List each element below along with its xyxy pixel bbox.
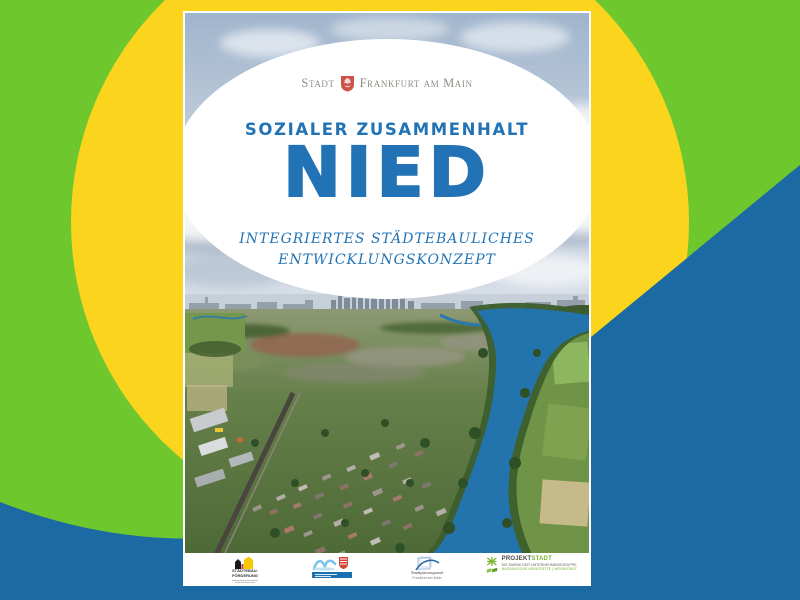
report-cover bbox=[185, 13, 589, 584]
staedtebau-fineprint-line bbox=[235, 582, 255, 583]
projekt-stadt-logo bbox=[485, 556, 577, 576]
hessen-lion-crest-icon bbox=[312, 556, 352, 571]
stadtplanungsamt-label-2: Frankfurt am Main bbox=[412, 575, 442, 580]
publisher-word-stadt: Stadt bbox=[301, 76, 335, 90]
staedtebau-label-2: FÖRDERUNG bbox=[232, 572, 258, 578]
projekt-stadt-tagline-2: NASSAUISCHE HEIMSTÄTTE | WOHNSTADT bbox=[501, 567, 577, 572]
partner-logo-strip bbox=[185, 553, 589, 584]
projekt-stadt-wordmark: PROJEKTSTADT bbox=[501, 556, 552, 562]
projekt-stadt-tagline-1: DIE MARKE DER UNTERNEHMENSGRUPPE bbox=[501, 562, 577, 567]
frankfurt-eagle-crest-icon bbox=[340, 75, 355, 92]
hessen-text-banner bbox=[312, 572, 352, 578]
hessen-land-logo bbox=[309, 556, 355, 578]
publisher-word-city: Frankfurt am Main bbox=[359, 76, 473, 90]
stadtplanungsamt-label-1: Stadtplanungsamt bbox=[410, 570, 444, 575]
bridge-square-icon bbox=[414, 556, 440, 571]
cover-subtitle bbox=[185, 229, 589, 271]
staedtebau-label-1: STÄDTEBAU- bbox=[232, 568, 258, 573]
subtitle-line-1: INTEGRIERTES STÄDTEBAULICHES bbox=[239, 231, 535, 247]
cover-title: NIED bbox=[283, 133, 491, 213]
stadtplanungsamt-logo bbox=[403, 556, 451, 580]
cover-kicker: SOZIALER ZUSAMMENHALT bbox=[244, 120, 530, 139]
staedtebau-fineprint-line bbox=[232, 580, 258, 581]
green-star-icon bbox=[485, 556, 499, 576]
subtitle-line-2: ENTWICKLUNGSKONZEPT bbox=[278, 252, 496, 268]
stadt-frankfurt-logo bbox=[185, 75, 589, 92]
staedtebaufoerderung-logo bbox=[221, 556, 269, 583]
